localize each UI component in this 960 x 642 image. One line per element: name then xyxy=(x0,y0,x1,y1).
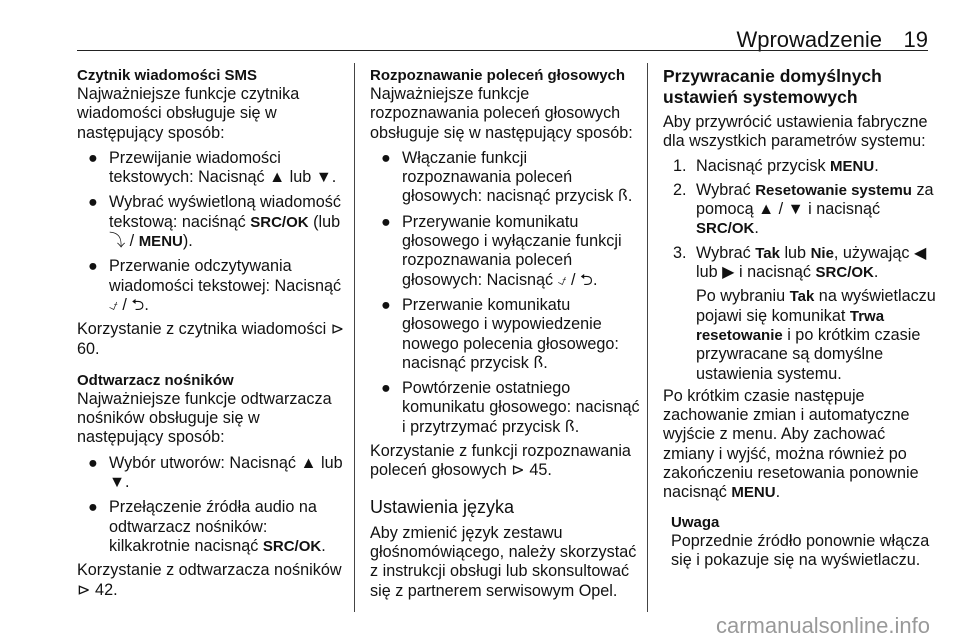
sms-bullet-2-text: Wybrać wyświetloną wiadomość tekstową: naciśnąć xyxy=(109,193,341,231)
bullet-icon: ● xyxy=(88,148,98,167)
sms-reference: Korzystanie z czytnika wiadomości ⊳ 60. xyxy=(77,320,345,358)
step-3-text: Wybrać xyxy=(696,243,756,262)
step-2-text: . xyxy=(754,219,759,238)
sms-bullet-2-text: ). xyxy=(182,232,193,251)
sms-bullet-2-text: (lub ⤵ / xyxy=(109,212,341,251)
list-item xyxy=(663,157,938,176)
note-box xyxy=(663,513,938,571)
media-intro: Najważniejsze funkcje odtwarzacza nośników obsługuje się w następujący sposób: xyxy=(77,389,332,447)
sms-bullet-3: Przerwanie odczytywania wiadomości tekstowej: Nacisnąć ⍻ / ⮌. xyxy=(109,257,342,314)
reset-heading: Przywracanie domyślnych ustawień systemowych xyxy=(663,66,882,107)
media-bullet-2-text: Przełączenie źródła audio na odtwarzacz nośników: kilkakrotnie nacisnąć xyxy=(109,498,317,555)
key-src-ok: SRC/OK xyxy=(250,213,309,231)
sms-heading: Czytnik wiadomości SMS xyxy=(77,67,258,84)
list-item xyxy=(77,149,347,188)
list-item xyxy=(663,244,938,384)
step-1-text: Nacisnąć przycisk xyxy=(696,156,831,175)
bullet-icon: ● xyxy=(88,453,98,472)
voice-bullet-3: Przerwanie komunikatu głosowego i wypowiedzenie nowego polecenia głosowego: nacisnąć przycisk ꟗ. xyxy=(402,295,619,372)
list-item xyxy=(77,193,347,251)
chapter-title: Wprowadzenie xyxy=(736,27,882,52)
menu-item-reset: Resetowanie systemu xyxy=(755,181,912,199)
step-number: 3. xyxy=(673,243,687,262)
media-bullet-1: Wybór utworów: Nacisnąć ▲ lub ▼. xyxy=(109,453,343,492)
list-item xyxy=(77,498,347,556)
step-3-detail-text: Po wybraniu xyxy=(696,287,790,306)
bullet-icon: ● xyxy=(381,379,391,398)
voice-heading: Rozpoznawanie poleceń głosowych xyxy=(370,67,626,84)
step-3-detail-text: i po krótkim czasie przywracane są domyślne ustawienia systemu. xyxy=(696,325,921,383)
reset-after: . xyxy=(775,483,781,502)
list-item xyxy=(370,379,640,437)
column-divider xyxy=(354,63,355,612)
key-src-ok: SRC/OK xyxy=(262,537,322,555)
sms-bullet-1: Przewijanie wiadomości tekstowych: Nacisnąć ▲ lub ▼. xyxy=(109,148,337,187)
column-divider xyxy=(647,63,648,612)
voice-bullet-4: Powtórzenie ostatniego komunikatu głosowego: nacisnąć i przytrzymać przycisk ꟗ. xyxy=(402,379,640,436)
step-3-detail xyxy=(696,287,938,383)
reset-after-text xyxy=(663,387,938,503)
option-yes: Tak xyxy=(755,244,780,262)
bullet-icon: ● xyxy=(88,498,98,517)
option-yes: Tak xyxy=(789,288,815,306)
bullet-icon: ● xyxy=(381,148,391,167)
key-src-ok: SRC/OK xyxy=(815,264,874,282)
note-text: Poprzednie źródło ponownie włącza się i pokazuje się na wyświetlaczu. xyxy=(671,531,930,569)
list-item xyxy=(663,181,938,239)
list-item xyxy=(370,213,640,290)
voice-intro: Najważniejsze funkcje rozpoznawania poleceń głosowych obsługuje się w następujący sposób: xyxy=(370,85,633,142)
step-number: 1. xyxy=(673,156,687,175)
reset-after: Po krótkim czasie następuje zachowanie zmian i automatyczne wyjście z menu. Aby zachować zmiany i wyjść, można również po zakończeniu resetowania ponownie nacisnąć xyxy=(663,386,919,502)
media-reference: Korzystanie z odtwarzacza nośników ⊳ 42. xyxy=(77,561,342,599)
step-2-text: Wybrać xyxy=(696,180,756,199)
step-1-text: . xyxy=(874,156,879,175)
key-menu: MENU xyxy=(138,233,183,251)
header-rule xyxy=(77,50,928,51)
media-heading: Odtwarzacz nośników xyxy=(77,371,234,389)
step-3-text: lub xyxy=(779,243,811,262)
key-src-ok: SRC/OK xyxy=(696,220,755,238)
message-resetting: Trwa resetowanie xyxy=(696,307,885,344)
sms-intro: Najważniejsze funkcje czytnika wiadomości obsługuje się w następujący sposób: xyxy=(77,85,300,142)
bullet-icon: ● xyxy=(88,257,98,276)
list-item xyxy=(370,296,640,373)
language-heading: Ustawienia języka xyxy=(370,496,515,517)
column-3 xyxy=(663,66,938,570)
key-menu: MENU xyxy=(830,157,875,175)
list-item xyxy=(370,149,640,207)
note-heading: Uwaga xyxy=(671,513,720,531)
language-text: Aby zmienić język zestawu głośnomówiącego, należy skorzystać z instrukcji obsługi lub skonsultować się z partnerem serwisowym Opel. xyxy=(370,523,637,600)
list-item xyxy=(77,257,347,315)
column-2 xyxy=(370,66,640,601)
voice-bullet-2: Przerywanie komunikatu głosowego i wyłączanie funkcji rozpoznawania poleceń głosowych: Nacisnąć ⍻ / ⮌. xyxy=(402,212,622,289)
bullet-icon: ● xyxy=(381,212,391,231)
watermark: carmanualsonline.info xyxy=(715,613,930,638)
bullet-icon: ● xyxy=(88,193,98,212)
step-3-text: . xyxy=(873,263,879,282)
list-item xyxy=(77,454,347,493)
step-3-text: , używając ◀ lub ▶ i nacisnąć xyxy=(696,243,927,282)
voice-bullet-1: Włączanie funkcji rozpoznawania poleceń głosowych: nacisnąć przycisk ꟗ. xyxy=(402,148,633,206)
media-bullet-2-text: . xyxy=(321,536,326,555)
step-number: 2. xyxy=(673,180,687,199)
step-3-detail-text: na wyświetlaczu pojawi się komunikat xyxy=(696,287,936,325)
reset-intro: Aby przywrócić ustawienia fabryczne dla wszystkich parametrów systemu: xyxy=(663,113,928,151)
step-2-text: za pomocą ▲ / ▼ i nacisnąć xyxy=(696,180,934,219)
voice-reference: Korzystanie z funkcji rozpoznawania poleceń głosowych ⊳ 45. xyxy=(370,442,631,480)
bullet-icon: ● xyxy=(381,295,391,314)
option-no: Nie xyxy=(810,244,834,262)
page-number: 19 xyxy=(903,27,928,52)
page-header xyxy=(0,0,960,56)
column-1 xyxy=(77,66,347,600)
key-menu: MENU xyxy=(731,484,776,502)
